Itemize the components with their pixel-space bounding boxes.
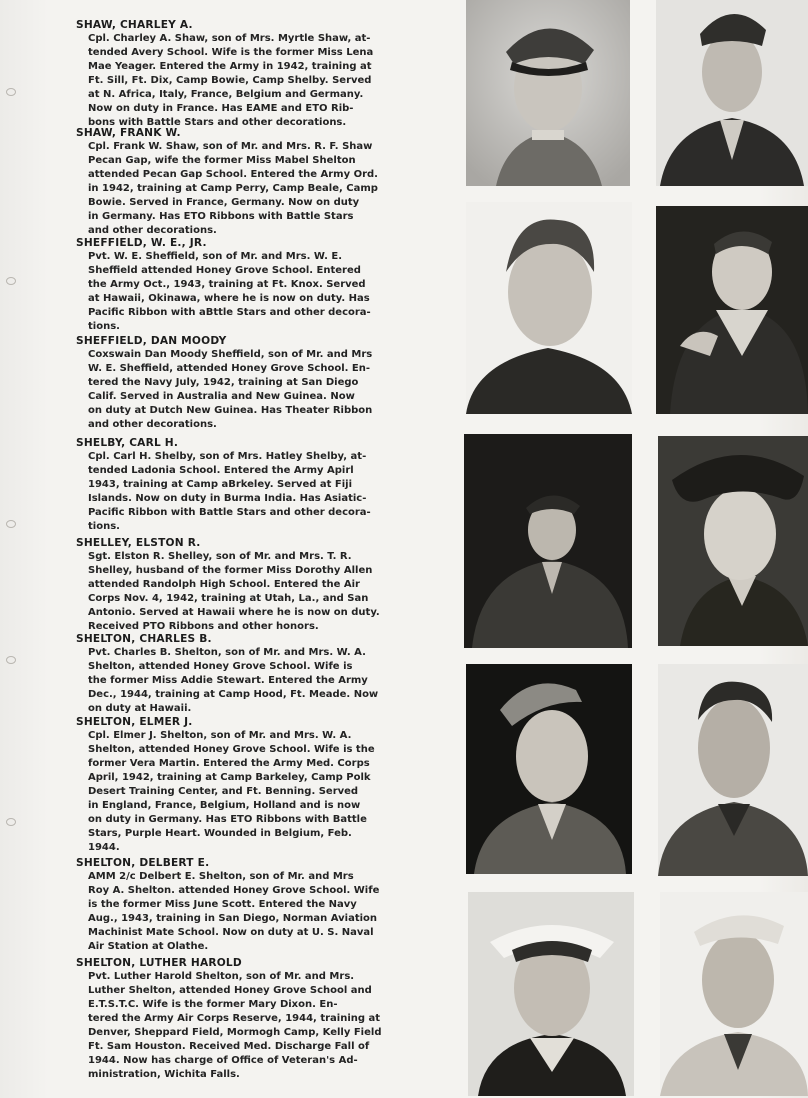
entry-line: in 1942, training at Camp Perry, Camp Beale, Camp (88, 183, 378, 194)
entry-line: Ft. Sam Houston. Received Med. Discharge Fall of (88, 1041, 370, 1052)
entry-shelton-luther (76, 956, 434, 1082)
entry-line: Now on duty in France. Has EAME and ETO Rib- (88, 103, 354, 114)
entry-body (76, 646, 434, 716)
entry-shelton-delbert (76, 856, 434, 954)
entry-name: SHELTON, DELBERT E. (76, 857, 210, 869)
entry-line: at N. Africa, Italy, France, Belgium and Germany. (88, 89, 364, 100)
entry-line: Coxswain Dan Moody Sheffield, son of Mr. and Mrs (88, 349, 373, 360)
entry-body (76, 140, 434, 238)
entry-line: on duty at Hawaii. (88, 703, 192, 714)
entry-line: Sheffield attended Honey Grove School. Entered (88, 265, 361, 276)
entry-name: SHELTON, ELMER J. (76, 716, 193, 728)
entry-line: Cpl. Frank W. Shaw, son of Mr. and Mrs. R. F. Shaw (88, 141, 373, 152)
entry-line: Ft. Sill, Ft. Dix, Camp Bowie, Camp Shelby. Served (88, 75, 372, 86)
entry-line: on duty in Germany. Has ETO Ribbons with Battle (88, 814, 367, 825)
entry-line: Shelton, attended Honey Grove School. Wife is the (88, 744, 375, 755)
portrait-photo (464, 434, 632, 648)
entry-name: SHELLEY, ELSTON R. (76, 537, 201, 549)
entry-line: Corps Nov. 4, 1942, training at Utah, La., and San (88, 593, 369, 604)
entry-line: 1944. Now has charge of Office of Veteran's Ad- (88, 1055, 358, 1066)
entry-line: 1943, training at Camp aBrkeley. Served at Fiji (88, 479, 352, 490)
entry-line: Calif. Served in Australia and New Guinea. Now (88, 391, 355, 402)
entry-line: at Hawaii, Okinawa, where he is now on duty. Has (88, 293, 370, 304)
entry-line: the former Miss Addie Stewart. Entered the Army (88, 675, 368, 686)
entry-line: Pacific Ribbon with aBttle Stars and other decora- (88, 307, 371, 318)
entry-line: Dec., 1944, training at Camp Hood, Ft. Meade. Now (88, 689, 379, 700)
portrait-photo (658, 664, 808, 876)
entry-body (76, 450, 434, 534)
entry-line: Luther Shelton, attended Honey Grove School and (88, 985, 372, 996)
entry-name: SHEFFIELD, W. E., JR. (76, 237, 207, 249)
entry-line: attended Pecan Gap School. Entered the Army Ord. (88, 169, 378, 180)
entry-sheffield-we (76, 236, 434, 334)
entry-name: SHAW, CHARLEY A. (76, 19, 193, 31)
entry-body (76, 970, 434, 1082)
entry-line: Cpl. Carl H. Shelby, son of Mrs. Hatley Shelby, at- (88, 451, 367, 462)
entry-line: the Army Oct., 1943, training at Ft. Knox. Served (88, 279, 366, 290)
entry-line: tered the Navy July, 1942, training at San Diego (88, 377, 359, 388)
entry-line: Air Station at Olathe. (88, 941, 209, 952)
entry-body (76, 32, 434, 130)
entry-line: W. E. Sheffield, attended Honey Grove School. En- (88, 363, 371, 374)
entry-name: SHELTON, CHARLES B. (76, 633, 212, 645)
entry-shaw-frank (76, 126, 434, 238)
portrait-photo (660, 892, 808, 1096)
entry-line: Pacific Ribbon with Battle Stars and other decora- (88, 507, 371, 518)
entry-body (76, 729, 434, 855)
entry-name: SHAW, FRANK W. (76, 127, 181, 139)
portrait-photo (658, 436, 808, 646)
portrait-photo (466, 202, 632, 414)
entry-name: SHEFFIELD, DAN MOODY (76, 335, 227, 347)
entry-shelby-carl (76, 436, 434, 534)
entry-line: Pecan Gap, wife the former Miss Mabel Shelton (88, 155, 356, 166)
entry-body (76, 550, 434, 634)
portrait-photo (466, 0, 630, 186)
entry-line: Sgt. Elston R. Shelley, son of Mr. and Mrs. T. R. (88, 551, 352, 562)
entry-line: Pvt. Luther Harold Shelton, son of Mr. and Mrs. (88, 971, 355, 982)
entry-line: tions. (88, 521, 120, 532)
portrait-photo (466, 664, 632, 874)
entry-shelley-elston (76, 536, 434, 634)
entry-line: Mae Yeager. Entered the Army in 1942, training at (88, 61, 372, 72)
entry-line: E.T.S.T.C. Wife is the former Mary Dixon. En- (88, 999, 338, 1010)
entry-line: April, 1942, training at Camp Barkeley, Camp Polk (88, 772, 371, 783)
entry-line: Stars, Purple Heart. Wounded in Belgium, Feb. (88, 828, 352, 839)
entry-line: Cpl. Elmer J. Shelton, son of Mr. and Mrs. W. A. (88, 730, 352, 741)
entry-shelton-charles (76, 632, 434, 716)
entry-shaw-charley (76, 18, 434, 130)
portrait-photo (656, 206, 808, 414)
entry-line: 1944. (88, 842, 120, 853)
entry-body (76, 250, 434, 334)
entry-line: Desert Training Center, and Ft. Benning. Served (88, 786, 359, 797)
entry-line: Aug., 1943, training in San Diego, Norman Aviation (88, 913, 378, 924)
entry-line: AMM 2/c Delbert E. Shelton, son of Mr. and Mrs (88, 871, 354, 882)
entry-line: in Germany. Has ETO Ribbons with Battle Stars (88, 211, 354, 222)
portrait-photo (468, 892, 634, 1096)
entry-line: Cpl. Charley A. Shaw, son of Mrs. Myrtle Shaw, at- (88, 33, 371, 44)
entry-line: Roy A. Shelton. attended Honey Grove School. Wife (88, 885, 380, 896)
entry-line: tended Avery School. Wife is the former Miss Lena (88, 47, 374, 58)
entry-shelton-elmer (76, 715, 434, 855)
entry-line: tions. (88, 321, 120, 332)
entry-line: ministration, Wichita Falls. (88, 1069, 240, 1080)
entry-line: attended Randolph High School. Entered the Air (88, 579, 360, 590)
entry-line: Islands. Now on duty in Burma India. Has Asiatic- (88, 493, 367, 504)
entry-body (76, 870, 434, 954)
entry-line: is the former Miss June Scott. Entered the Navy (88, 899, 357, 910)
entry-line: tered the Army Air Corps Reserve, 1944, training at (88, 1013, 381, 1024)
entry-line: and other decorations. (88, 225, 217, 236)
entry-line: former Vera Martin. Entered the Army Med. Corps (88, 758, 370, 769)
entry-line: tended Ladonia School. Entered the Army Apirl (88, 465, 354, 476)
entry-line: Antonio. Served at Hawaii where he is now on duty. (88, 607, 380, 618)
entry-body (76, 348, 434, 432)
entry-line: Shelton, attended Honey Grove School. Wife is (88, 661, 353, 672)
entry-name: SHELTON, LUTHER HAROLD (76, 957, 242, 969)
entry-line: Bowie. Served in France, Germany. Now on duty (88, 197, 360, 208)
entry-line: Pvt. W. E. Sheffield, son of Mr. and Mrs. W. E. (88, 251, 343, 262)
entry-line: Denver, Sheppard Field, Mormogh Camp, Kelly Field (88, 1027, 382, 1038)
entry-line: Machinist Mate School. Now on duty at U. S. Naval (88, 927, 374, 938)
entry-line: Pvt. Charles B. Shelton, son of Mr. and Mrs. W. A. (88, 647, 366, 658)
entry-line: Shelley, husband of the former Miss Dorothy Allen (88, 565, 373, 576)
entry-name: SHELBY, CARL H. (76, 437, 179, 449)
entry-sheffield-dan (76, 334, 434, 432)
entry-line: bons with Battle Stars and other decorations. (88, 117, 347, 128)
entry-line: on duty at Dutch New Guinea. Has Theater Ribbon (88, 405, 373, 416)
portrait-photo (656, 0, 808, 186)
entry-line: and other decorations. (88, 419, 217, 430)
entry-line: in England, France, Belgium, Holland and is now (88, 800, 361, 811)
entry-line: Received PTO Ribbons and other honors. (88, 621, 319, 632)
